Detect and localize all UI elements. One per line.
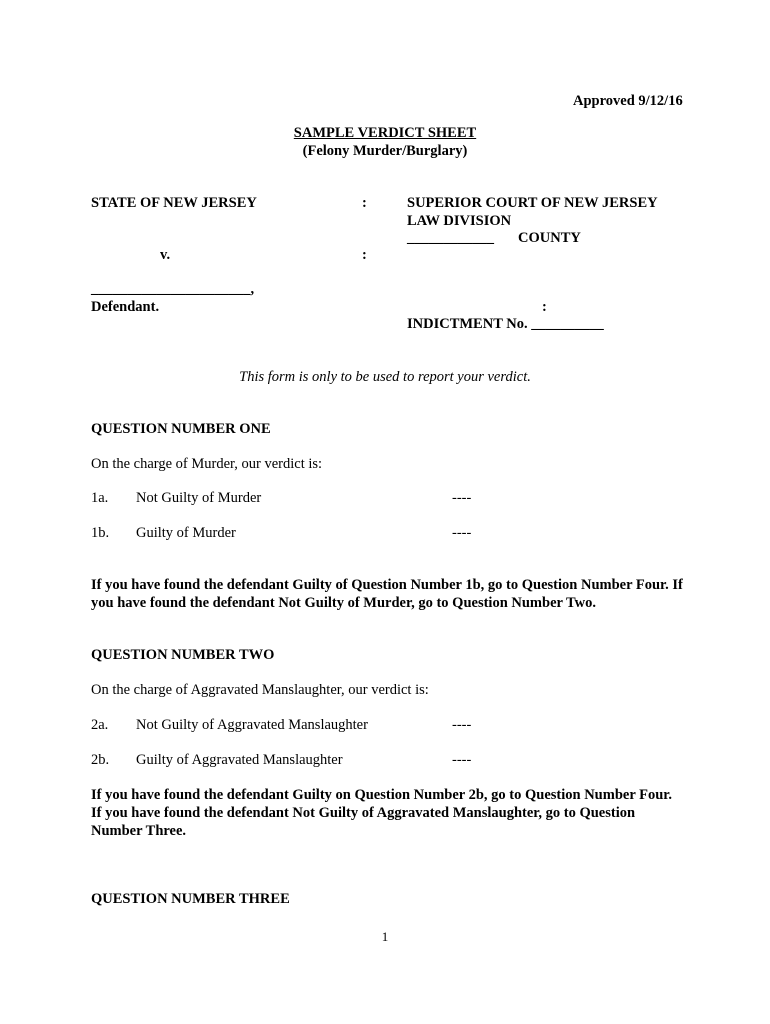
county-label: COUNTY — [518, 230, 581, 246]
option-label: Guilty of Murder — [136, 525, 236, 541]
defendant-label: Defendant. — [91, 299, 160, 315]
indictment-number: INDICTMENT No. __________ — [407, 316, 604, 332]
caption-colon: : — [362, 195, 367, 211]
option-checkbox-blank[interactable]: ---- — [452, 752, 472, 768]
question-heading: QUESTION NUMBER ONE — [91, 421, 271, 437]
option-label: Guilty of Aggravated Manslaughter — [136, 752, 343, 768]
defendant-blank: ______________________, — [91, 281, 255, 297]
page-number: 1 — [381, 929, 389, 944]
option-number: 1a. — [91, 490, 109, 506]
county-blank: ____________ — [407, 230, 494, 246]
question-prompt: On the charge of Aggravated Manslaughter, our verdict is: — [91, 682, 429, 698]
court-name: SUPERIOR COURT OF NEW JERSEY — [407, 195, 658, 211]
question-followup: If you have found the defendant Guilty of Question Number 1b, go to Question Number Four. If you have found the defendant Not Guilty of Murder, go to Question Number Two. — [91, 577, 683, 611]
option-checkbox-blank[interactable]: ---- — [452, 717, 472, 733]
question-heading: QUESTION NUMBER THREE — [91, 891, 290, 907]
caption-colon: : — [542, 299, 547, 315]
option-number: 1b. — [91, 525, 110, 541]
question-followup: If you have found the defendant Guilty on Question Number 2b, go to Question Number Four. If you have found the defendant Not Guilty of Aggravated Manslaughter, go to Question Number Three. — [91, 787, 673, 839]
approved-date: Approved 9/12/16 — [573, 93, 683, 109]
caption-colon: : — [362, 247, 367, 263]
option-label: Not Guilty of Murder — [136, 490, 262, 506]
document-subtitle: (Felony Murder/Burglary) — [302, 143, 468, 159]
option-label: Not Guilty of Aggravated Manslaughter — [136, 717, 368, 733]
plaintiff-name: STATE OF NEW JERSEY — [91, 195, 257, 211]
question-prompt: On the charge of Murder, our verdict is: — [91, 456, 323, 472]
option-checkbox-blank[interactable]: ---- — [452, 490, 472, 506]
option-number: 2b. — [91, 752, 110, 768]
option-checkbox-blank[interactable]: ---- — [452, 525, 472, 541]
question-heading: QUESTION NUMBER TWO — [91, 647, 275, 663]
document-title: SAMPLE VERDICT SHEET — [293, 125, 477, 141]
form-instruction: This form is only to be used to report your verdict. — [239, 369, 531, 385]
option-number: 2a. — [91, 717, 109, 733]
versus: v. — [160, 247, 171, 263]
court-division: LAW DIVISION — [407, 213, 512, 229]
